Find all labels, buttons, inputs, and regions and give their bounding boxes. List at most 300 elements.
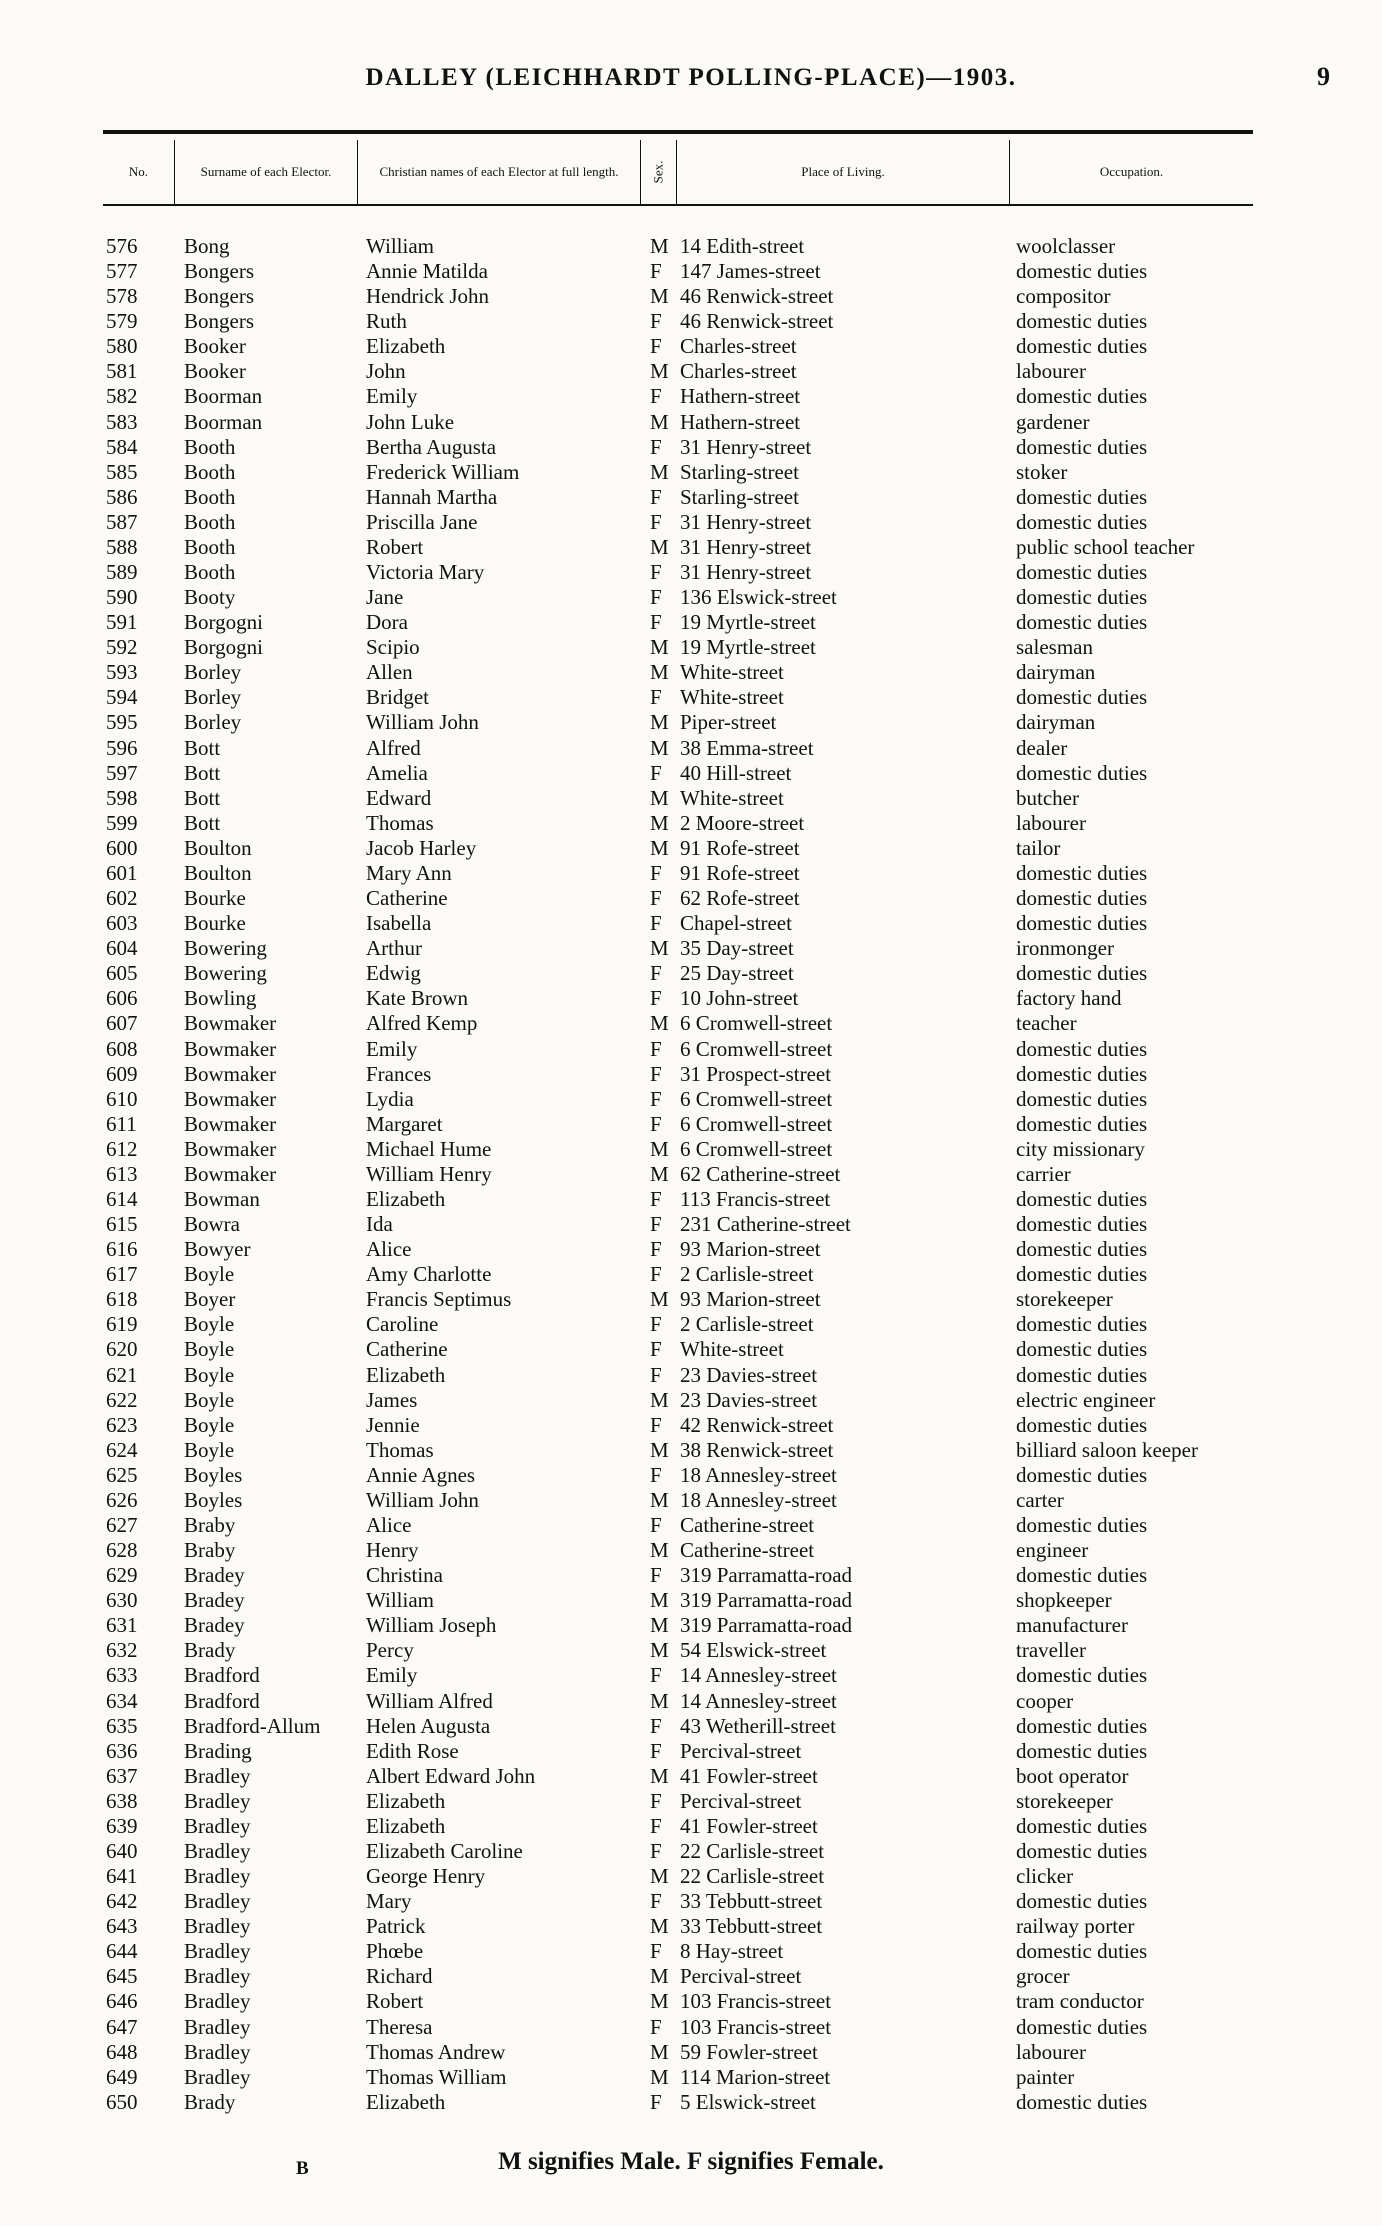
place-of-living: 113 Francis-street xyxy=(680,1186,831,1211)
occupation: domestic duties xyxy=(1016,860,1148,885)
sex: M xyxy=(650,1161,669,1186)
christian-names: John Luke xyxy=(366,409,455,434)
occupation: teacher xyxy=(1016,1011,1077,1036)
place-of-living: 23 Davies-street xyxy=(680,1387,818,1412)
christian-names: Edwig xyxy=(366,961,421,986)
elector-number: 578 xyxy=(106,284,138,309)
table-row xyxy=(0,961,1382,986)
surname: Boulton xyxy=(184,835,252,860)
place-of-living: 93 Marion-street xyxy=(680,1287,821,1312)
christian-names: William John xyxy=(366,710,479,735)
elector-number: 588 xyxy=(106,534,138,559)
christian-names: Priscilla Jane xyxy=(366,509,478,534)
sex: M xyxy=(650,459,669,484)
sex: F xyxy=(650,961,662,986)
place-of-living: 91 Rofe-street xyxy=(680,860,800,885)
christian-names: Robert xyxy=(366,534,424,559)
table-row xyxy=(0,1187,1382,1212)
table-row xyxy=(0,635,1382,660)
place-of-living: 33 Tebbutt-street xyxy=(680,1914,823,1939)
christian-names: Elizabeth xyxy=(366,334,446,359)
sex: F xyxy=(650,1086,662,1111)
elector-number: 616 xyxy=(106,1237,138,1262)
christian-names: Henry xyxy=(366,1538,419,1563)
elector-number: 604 xyxy=(106,936,138,961)
elector-number: 586 xyxy=(106,484,138,509)
christian-names: Alfred xyxy=(366,735,421,760)
table-row xyxy=(0,510,1382,535)
surname: Bradley xyxy=(184,1989,251,2014)
table-row xyxy=(0,1388,1382,1413)
sex: F xyxy=(650,384,662,409)
christian-names: Scipio xyxy=(366,635,420,660)
sex: M xyxy=(650,1989,669,2014)
surname: Bowman xyxy=(184,1186,260,1211)
place-of-living: 14 Annesley-street xyxy=(680,1688,837,1713)
elector-number: 596 xyxy=(106,735,138,760)
surname: Bourke xyxy=(184,886,246,911)
occupation: domestic duties xyxy=(1016,1362,1148,1387)
place-of-living: Charles-street xyxy=(680,334,797,359)
place-of-living: Hathern-street xyxy=(680,409,801,434)
surname: Bongers xyxy=(184,259,254,284)
elector-number: 597 xyxy=(106,760,138,785)
place-of-living: 231 Catherine-street xyxy=(680,1212,851,1237)
elector-number: 613 xyxy=(106,1161,138,1186)
place-of-living: 42 Renwick-street xyxy=(680,1412,834,1437)
occupation: engineer xyxy=(1016,1538,1089,1563)
occupation: domestic duties xyxy=(1016,685,1148,710)
surname: Bradey xyxy=(184,1613,245,1638)
occupation: domestic duties xyxy=(1016,259,1148,284)
column-header-surname: Surname of each Elector. xyxy=(175,140,358,204)
occupation: domestic duties xyxy=(1016,1839,1148,1863)
elector-list xyxy=(0,234,1382,2115)
christian-names: Annie Agnes xyxy=(366,1462,476,1487)
column-header-sex-label: Sex. xyxy=(650,160,666,184)
place-of-living: 147 James-street xyxy=(680,259,821,284)
occupation: domestic duties xyxy=(1016,1713,1148,1738)
surname: Bradley xyxy=(184,1914,251,1939)
elector-number: 609 xyxy=(106,1061,138,1086)
surname: Booth xyxy=(184,434,236,459)
place-of-living: White-street xyxy=(680,785,784,810)
occupation: domestic duties xyxy=(1016,1462,1148,1487)
elector-number: 647 xyxy=(106,2014,138,2039)
surname: Bradford-Allum xyxy=(184,1713,321,1738)
occupation: domestic duties xyxy=(1016,585,1148,610)
sex: M xyxy=(650,936,669,961)
table-row xyxy=(0,1062,1382,1087)
occupation: domestic duties xyxy=(1016,1086,1148,1111)
elector-number: 618 xyxy=(106,1287,138,1312)
elector-number: 600 xyxy=(106,835,138,860)
surname: Boyle xyxy=(184,1387,235,1412)
place-of-living: White-street xyxy=(680,660,784,685)
table-row xyxy=(0,309,1382,334)
surname: Booth xyxy=(184,459,236,484)
christian-names: William xyxy=(366,1588,434,1613)
occupation: salesman xyxy=(1016,635,1093,660)
occupation: carter xyxy=(1016,1487,1064,1512)
elector-number: 642 xyxy=(106,1889,138,1914)
occupation: domestic duties xyxy=(1016,1036,1148,1061)
christian-names: William Joseph xyxy=(366,1613,497,1638)
elector-number: 598 xyxy=(106,785,138,810)
place-of-living: White-street xyxy=(680,685,784,710)
sex: F xyxy=(650,309,662,334)
place-of-living: 19 Myrtle-street xyxy=(680,610,816,635)
place-of-living: White-street xyxy=(680,1337,784,1362)
table-row xyxy=(0,1312,1382,1337)
table-row xyxy=(0,410,1382,435)
table-row xyxy=(0,1087,1382,1112)
table-row xyxy=(0,1413,1382,1438)
christian-names: Edward xyxy=(366,785,432,810)
christian-names: Emily xyxy=(366,1036,418,1061)
surname: Bott xyxy=(184,735,221,760)
table-row xyxy=(0,936,1382,961)
place-of-living: 19 Myrtle-street xyxy=(680,635,816,660)
christian-names: Jane xyxy=(366,585,404,610)
occupation: domestic duties xyxy=(1016,1061,1148,1086)
christian-names: Mary xyxy=(366,1889,412,1914)
elector-number: 607 xyxy=(106,1011,138,1036)
surname: Boorman xyxy=(184,384,263,409)
table-row xyxy=(0,1538,1382,1563)
sex: M xyxy=(650,284,669,309)
table-row xyxy=(0,1739,1382,1764)
table-row xyxy=(0,911,1382,936)
christian-names: Arthur xyxy=(366,936,422,961)
sex: F xyxy=(650,1412,662,1437)
place-of-living: 31 Henry-street xyxy=(680,509,812,534)
occupation: storekeeper xyxy=(1016,1788,1113,1813)
christian-names: Bertha Augusta xyxy=(366,434,497,459)
sex: F xyxy=(650,509,662,534)
sex: M xyxy=(650,1864,669,1889)
elector-number: 583 xyxy=(106,409,138,434)
christian-names: Ruth xyxy=(366,309,407,334)
sex: M xyxy=(650,534,669,559)
sex: M xyxy=(650,710,669,735)
occupation: traveller xyxy=(1016,1638,1086,1663)
place-of-living: Catherine-street xyxy=(680,1512,815,1537)
sex: M xyxy=(650,409,669,434)
surname: Bowmaker xyxy=(184,1161,277,1186)
occupation: electric engineer xyxy=(1016,1387,1156,1412)
place-of-living: 18 Annesley-street xyxy=(680,1462,837,1487)
surname: Bowmaker xyxy=(184,1136,277,1161)
christian-names: Michael Hume xyxy=(366,1136,492,1161)
occupation: domestic duties xyxy=(1016,1186,1148,1211)
place-of-living: Hathern-street xyxy=(680,384,801,409)
occupation: dairyman xyxy=(1016,660,1096,685)
place-of-living: 31 Henry-street xyxy=(680,534,812,559)
table-row xyxy=(0,761,1382,786)
occupation: domestic duties xyxy=(1016,1663,1148,1688)
place-of-living: 54 Elswick-street xyxy=(680,1638,827,1663)
occupation: domestic duties xyxy=(1016,1337,1148,1362)
sex: F xyxy=(650,685,662,710)
place-of-living: 46 Renwick-street xyxy=(680,309,834,334)
christian-names: Albert Edward John xyxy=(366,1763,536,1788)
surname: Bradley xyxy=(184,2039,251,2064)
place-of-living: 40 Hill-street xyxy=(680,760,792,785)
table-row xyxy=(0,736,1382,761)
surname: Bowmaker xyxy=(184,1111,277,1136)
table-row xyxy=(0,1889,1382,1914)
elector-number: 650 xyxy=(106,2089,138,2114)
christian-names: Emily xyxy=(366,1663,418,1688)
sex: F xyxy=(650,1512,662,1537)
place-of-living: 103 Francis-street xyxy=(680,2014,832,2039)
surname: Bowmaker xyxy=(184,1086,277,1111)
sex: F xyxy=(650,2014,662,2039)
sex: F xyxy=(650,434,662,459)
christian-names: Kate Brown xyxy=(366,986,469,1011)
occupation: labourer xyxy=(1016,2039,1086,2064)
christian-names: Elizabeth xyxy=(366,1813,446,1838)
table-row xyxy=(0,1287,1382,1312)
christian-names: Catherine xyxy=(366,886,448,911)
occupation: tailor xyxy=(1016,835,1061,860)
sex: F xyxy=(650,1889,662,1914)
column-header-christian-names: Christian names of each Elector at full length. xyxy=(358,140,641,204)
column-header-no: No. xyxy=(103,140,175,204)
place-of-living: Starling-street xyxy=(680,484,799,509)
place-of-living: 31 Prospect-street xyxy=(680,1061,832,1086)
table-row xyxy=(0,786,1382,811)
sex: F xyxy=(650,911,662,936)
elector-number: 587 xyxy=(106,509,138,534)
place-of-living: 91 Rofe-street xyxy=(680,835,800,860)
column-header-occupation: Occupation. xyxy=(1099,164,1164,179)
elector-number: 648 xyxy=(106,2039,138,2064)
sex: M xyxy=(650,810,669,835)
table-row xyxy=(0,1964,1382,1989)
sex: M xyxy=(650,2039,669,2064)
table-row xyxy=(0,1663,1382,1688)
occupation: woolclasser xyxy=(1016,234,1116,258)
surname: Boyle xyxy=(184,1262,235,1287)
christian-names: Theresa xyxy=(366,2014,433,2039)
sex: F xyxy=(650,1036,662,1061)
occupation: painter xyxy=(1016,2064,1075,2089)
surname: Bowmaker xyxy=(184,1036,277,1061)
elector-number: 617 xyxy=(106,1262,138,1287)
place-of-living: 6 Cromwell-street xyxy=(680,1111,833,1136)
column-header-place: Place of Living. xyxy=(677,140,1010,204)
surname: Boyle xyxy=(184,1337,235,1362)
place-of-living: Percival-street xyxy=(680,1964,802,1989)
place-of-living: 31 Henry-street xyxy=(680,560,812,585)
occupation: labourer xyxy=(1016,359,1086,384)
christian-names: Percy xyxy=(366,1638,414,1663)
occupation: ironmonger xyxy=(1016,936,1114,961)
surname: Booty xyxy=(184,585,236,610)
elector-number: 606 xyxy=(106,986,138,1011)
occupation: stoker xyxy=(1016,459,1068,484)
elector-number: 639 xyxy=(106,1813,138,1838)
place-of-living: 114 Marion-street xyxy=(680,2064,831,2089)
surname: Borley xyxy=(184,660,242,685)
place-of-living: 41 Fowler-street xyxy=(680,1813,818,1838)
place-of-living: 93 Marion-street xyxy=(680,1237,821,1262)
table-row xyxy=(0,560,1382,585)
occupation: domestic duties xyxy=(1016,1237,1148,1262)
table-row xyxy=(0,1363,1382,1388)
surname: Bongers xyxy=(184,309,254,334)
elector-number: 585 xyxy=(106,459,138,484)
occupation: domestic duties xyxy=(1016,1512,1148,1537)
sex: M xyxy=(650,735,669,760)
place-of-living: 38 Renwick-street xyxy=(680,1437,834,1462)
sex: F xyxy=(650,1713,662,1738)
sex: F xyxy=(650,1237,662,1262)
sex: M xyxy=(650,1136,669,1161)
place-of-living: 14 Annesley-street xyxy=(680,1663,837,1688)
occupation: boot operator xyxy=(1016,1763,1129,1788)
place-of-living: 35 Day-street xyxy=(680,936,794,961)
elector-number: 592 xyxy=(106,635,138,660)
table-row xyxy=(0,2065,1382,2090)
surname: Boyle xyxy=(184,1362,235,1387)
place-of-living: 59 Fowler-street xyxy=(680,2039,818,2064)
surname: Bradley xyxy=(184,2064,251,2089)
christian-names: William John xyxy=(366,1487,479,1512)
sex: F xyxy=(650,1839,662,1863)
surname: Bowyer xyxy=(184,1237,251,1262)
occupation: shopkeeper xyxy=(1016,1588,1112,1613)
elector-number: 608 xyxy=(106,1036,138,1061)
surname: Bradley xyxy=(184,1889,251,1914)
sex: F xyxy=(650,1788,662,1813)
occupation: gardener xyxy=(1016,409,1090,434)
surname: Borgogni xyxy=(184,610,263,635)
elector-number: 637 xyxy=(106,1763,138,1788)
place-of-living: 62 Rofe-street xyxy=(680,886,800,911)
sex: F xyxy=(650,1337,662,1362)
occupation: domestic duties xyxy=(1016,334,1148,359)
elector-number: 619 xyxy=(106,1312,138,1337)
sex: M xyxy=(650,359,669,384)
occupation: domestic duties xyxy=(1016,2089,1148,2114)
christian-names: Amy Charlotte xyxy=(366,1262,492,1287)
surname: Booker xyxy=(184,334,246,359)
elector-number: 576 xyxy=(106,234,138,258)
surname: Bongers xyxy=(184,284,254,309)
christian-names: Hannah Martha xyxy=(366,484,498,509)
sex: F xyxy=(650,986,662,1011)
surname: Bradley xyxy=(184,2014,251,2039)
table-row xyxy=(0,1438,1382,1463)
occupation: labourer xyxy=(1016,810,1086,835)
christian-names: Thomas xyxy=(366,810,434,835)
surname: Bott xyxy=(184,785,221,810)
christian-names: Francis Septimus xyxy=(366,1287,512,1312)
table-row xyxy=(0,685,1382,710)
surname: Bowra xyxy=(184,1212,240,1237)
occupation: tram conductor xyxy=(1016,1989,1144,2014)
table-row xyxy=(0,1814,1382,1839)
table-row xyxy=(0,485,1382,510)
occupation: clicker xyxy=(1016,1864,1074,1889)
surname: Bowering xyxy=(184,961,267,986)
occupation: domestic duties xyxy=(1016,434,1148,459)
surname: Brady xyxy=(184,1638,236,1663)
christian-names: Helen Augusta xyxy=(366,1713,491,1738)
sex: M xyxy=(650,1638,669,1663)
table-row xyxy=(0,1864,1382,1889)
surname: Boyer xyxy=(184,1287,236,1312)
elector-number: 589 xyxy=(106,560,138,585)
christian-names: Dora xyxy=(366,610,408,635)
christian-names: Ida xyxy=(366,1212,393,1237)
sex: F xyxy=(650,585,662,610)
sex: F xyxy=(650,1738,662,1763)
surname: Booth xyxy=(184,484,236,509)
place-of-living: Piper-street xyxy=(680,710,777,735)
sex: M xyxy=(650,1387,669,1412)
table-row xyxy=(0,1212,1382,1237)
occupation: domestic duties xyxy=(1016,886,1148,911)
christian-names: Elizabeth xyxy=(366,1186,446,1211)
occupation: manufacturer xyxy=(1016,1613,1128,1638)
table-row xyxy=(0,2090,1382,2115)
table-row xyxy=(0,660,1382,685)
surname: Boorman xyxy=(184,409,263,434)
christian-names: Alfred Kemp xyxy=(366,1011,478,1036)
occupation: domestic duties xyxy=(1016,1111,1148,1136)
christian-names: William Alfred xyxy=(366,1688,493,1713)
table-row xyxy=(0,585,1382,610)
surname: Booth xyxy=(184,560,236,585)
elector-number: 646 xyxy=(106,1989,138,2014)
christian-names: Thomas Andrew xyxy=(366,2039,506,2064)
elector-number: 630 xyxy=(106,1588,138,1613)
sex: F xyxy=(650,610,662,635)
sex: F xyxy=(650,1563,662,1588)
sex: F xyxy=(650,1312,662,1337)
surname: Braby xyxy=(184,1538,236,1563)
column-header-sex xyxy=(641,140,677,204)
place-of-living: Catherine-street xyxy=(680,1538,815,1563)
sex: F xyxy=(650,1939,662,1964)
occupation: domestic duties xyxy=(1016,1813,1148,1838)
elector-number: 635 xyxy=(106,1713,138,1738)
place-of-living: 319 Parramatta-road xyxy=(680,1588,853,1613)
elector-number: 590 xyxy=(106,585,138,610)
surname: Brady xyxy=(184,2089,236,2114)
place-of-living: 2 Moore-street xyxy=(680,810,805,835)
occupation: cooper xyxy=(1016,1688,1074,1713)
elector-number: 591 xyxy=(106,610,138,635)
elector-number: 643 xyxy=(106,1914,138,1939)
occupation: domestic duties xyxy=(1016,911,1148,936)
place-of-living: 18 Annesley-street xyxy=(680,1487,837,1512)
surname: Bradley xyxy=(184,1788,251,1813)
christian-names: Robert xyxy=(366,1989,424,2014)
elector-number: 636 xyxy=(106,1738,138,1763)
occupation: domestic duties xyxy=(1016,2014,1148,2039)
christian-names: Patrick xyxy=(366,1914,426,1939)
sex: M xyxy=(650,1011,669,1036)
place-of-living: 319 Parramatta-road xyxy=(680,1563,853,1588)
table-row xyxy=(0,836,1382,861)
sex: F xyxy=(650,334,662,359)
christian-names: Catherine xyxy=(366,1337,448,1362)
